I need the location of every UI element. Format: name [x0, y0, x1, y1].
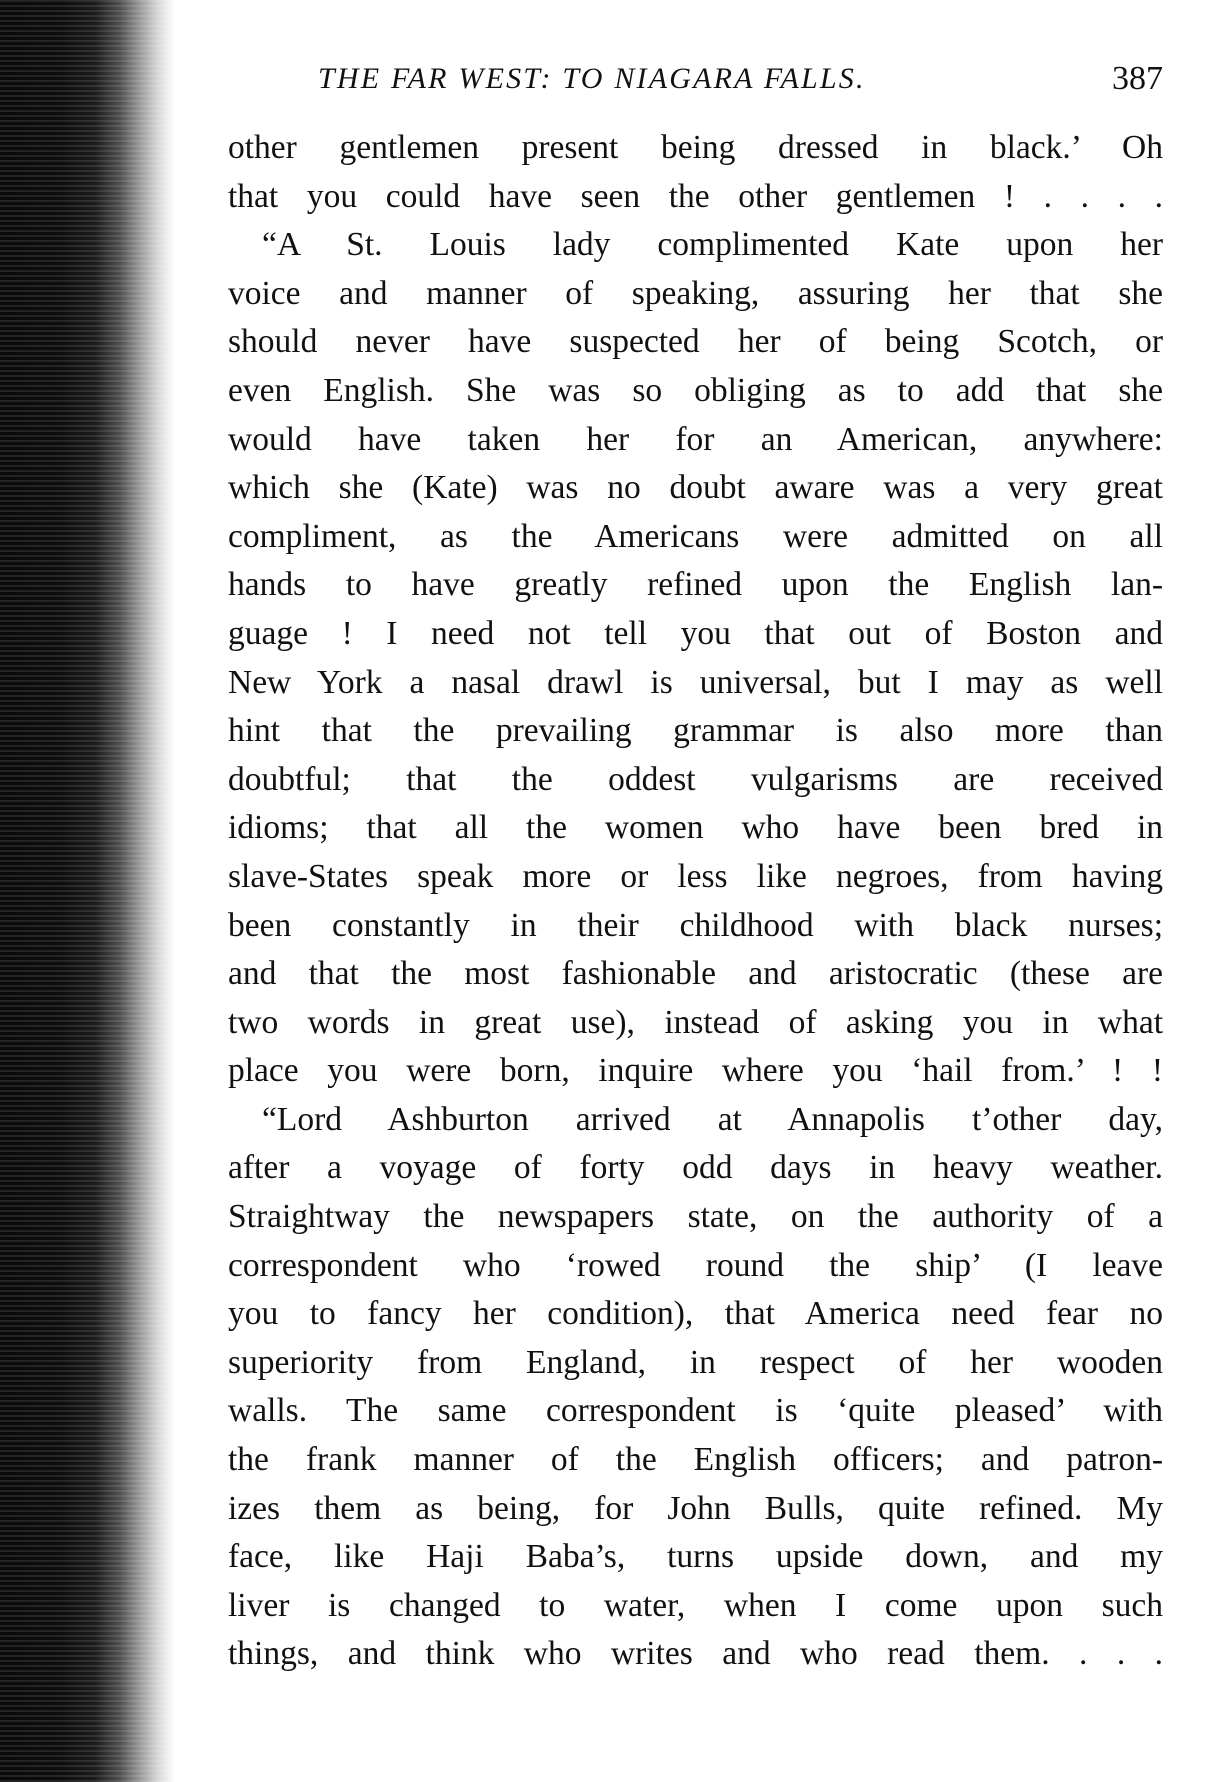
text-line: that you could have seen the other gentlemen ! . . . . [228, 177, 1163, 215]
text-line: “Lord Ashburton arrived at Annapolis t’other day, [262, 1100, 1163, 1138]
text-line: slave-States speak more or less like negroes, from having [228, 857, 1163, 895]
text-line: hint that the prevailing grammar is also more than [228, 712, 1163, 750]
running-title: THE FAR WEST: TO NIAGARA FALLS. [318, 62, 866, 95]
text-line: superiority from England, in respect of her wooden [228, 1343, 1163, 1381]
text-line: “A St. Louis lady complimented Kate upon her [262, 226, 1163, 264]
text-line: been constantly in their childhood with black nurses; [228, 906, 1163, 944]
text-line: izes them as being, for John Bulls, quite refined. My [228, 1489, 1163, 1527]
text-line: idioms; that all the women who have been bred in [228, 809, 1163, 847]
text-line: should never have suspected her of being Scotch, or [228, 323, 1163, 361]
text-line: guage ! I need not tell you that out of Boston and [228, 614, 1163, 652]
text-line: Straightway the newspapers state, on the authority of a [228, 1198, 1163, 1236]
page-number: 387 [1112, 60, 1163, 97]
body-text [228, 124, 1163, 1679]
text-line: place you were born, inquire where you ‘hail from.’ ! ! [228, 1052, 1163, 1090]
text-line: correspondent who ‘rowed round the ship’ (I leave [228, 1246, 1163, 1284]
text-line: would have taken her for an American, anywhere: [228, 420, 1163, 458]
text-line: even English. She was so obliging as to add that she [228, 371, 1163, 409]
text-line: you to fancy her condition), that America need fear no [228, 1295, 1163, 1333]
book-page [228, 52, 1163, 1679]
text-line: things, and think who writes and who read them. . . . [228, 1635, 1163, 1673]
text-line: face, like Haji Baba’s, turns upside down, and my [228, 1538, 1163, 1576]
text-line: the frank manner of the English officers; and patron- [228, 1441, 1163, 1479]
text-line: which she (Kate) was no doubt aware was a very great [228, 469, 1163, 507]
text-line: liver is changed to water, when I come upon such [228, 1586, 1163, 1624]
text-line: voice and manner of speaking, assuring her that she [228, 274, 1163, 312]
text-line: two words in great use), instead of asking you in what [228, 1003, 1163, 1041]
text-line: walls. The same correspondent is ‘quite pleased’ with [228, 1392, 1163, 1430]
text-line: doubtful; that the oddest vulgarisms are received [228, 760, 1163, 798]
text-line: other gentlemen present being dressed in black.’ Oh [228, 129, 1163, 166]
page-gutter-shadow [0, 0, 175, 1782]
text-line: compliment, as the Americans were admitted on all [228, 517, 1163, 555]
running-head [228, 52, 1163, 124]
text-line: New York a nasal drawl is universal, but I may as well [228, 663, 1163, 701]
text-line: after a voyage of forty odd days in heavy weather. [228, 1149, 1163, 1187]
text-line: and that the most fashionable and aristocratic (these are [228, 955, 1163, 993]
text-line: hands to have greatly refined upon the English lan- [228, 566, 1163, 604]
